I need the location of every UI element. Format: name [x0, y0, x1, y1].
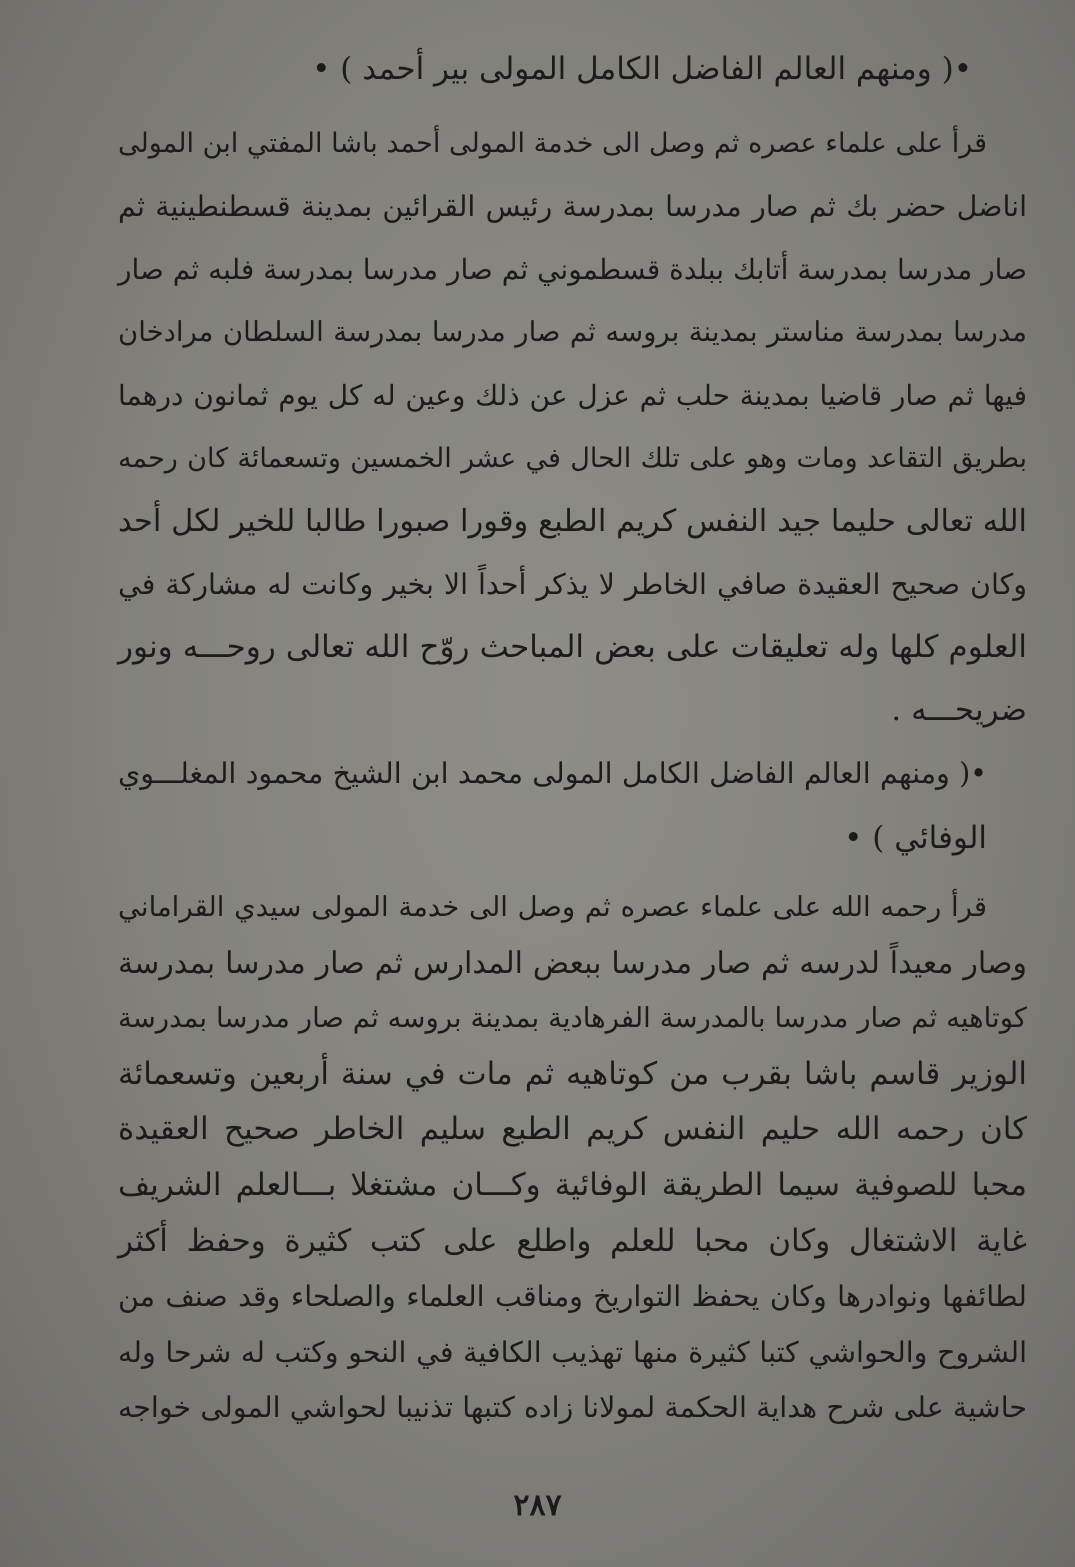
paragraph-line: بطريق التقاعد ومات وهو على تلك الحال في عشر الخمسين وتسعمائة كان رحمه — [118, 443, 1027, 474]
heading-line: •( ومنهم العالم الفاضل الكامل المولى بير أحمد ) • — [312, 51, 972, 87]
paragraph-line: الشروح والحواشي كتبا كثيرة منها تهذيب الكافية في النحو وكتب له شرحا وله — [118, 1335, 1027, 1369]
paragraph-line: العلوم كلها وله تعليقات على بعض المباحث روّح الله تعالى روحـــه ونور — [118, 629, 1027, 665]
page-number: ٢٨٧ — [513, 1488, 562, 1523]
paragraph-line: وكان صحيح العقيدة صافي الخاطر لا يذكر أحداً الا بخير وكانت له مشاركة في — [118, 568, 1028, 601]
paragraph-line: ضريحـــه . — [891, 692, 1027, 728]
paragraph-line: صار مدرسا بمدرسة أتابك ببلدة قسطموني ثم صار مدرسا بمدرسة فلبه ثم صار — [118, 253, 1027, 286]
heading-line: •( ومنهم العالم الفاضل الكامل المولى محمد ابن الشيخ محمود المغلـــوي — [118, 757, 987, 790]
entry-paragraph — [118, 880, 1027, 1436]
paragraph-line: مدرسا بمدرسة مناستر بمدينة بروسه ثم صار مدرسا بمدرسة السلطان مرادخان — [118, 316, 1027, 348]
paragraph-line: محبا للصوفية سيما الطريقة الوفائية وكـــان مشتغلا بـــالعلم الشريف — [118, 1166, 1027, 1203]
paragraph-line: فيها ثم صار قاضيا بمدينة حلب ثم عزل عن ذلك وعين له كل يوم ثمانون درهما — [118, 379, 1027, 412]
paragraph-line: حاشية على شرح هداية الحكمة لمولانا زاده كتبها تذنيبا لحواشي المولى خواجه — [118, 1391, 1027, 1425]
paragraph-line: لطائفها ونوادرها وكان يحفظ التواريخ ومناقب العلماء والصلحاء وقد صنف من — [118, 1280, 1027, 1314]
paragraph-line: وصار معيداً لدرسه ثم صار مدرسا ببعض المدارس ثم صار مدرسا بمدرسة — [118, 945, 1027, 981]
paragraph-line: قرأ رحمه الله على علماء عصره ثم وصل الى خدمة المولى سيدي القراماني — [118, 891, 987, 923]
paragraph-line: قرأ على علماء عصره ثم وصل الى خدمة المولى أحمد باشا المفتي ابن المولى — [118, 128, 987, 159]
paragraph-line: كوتاهيه ثم صار مدرسا بالمدرسة الفرهادية بمدينة بروسه ثم صار مدرسا بمدرسة — [118, 1002, 1027, 1035]
paragraph-line: كان رحمه الله حليم النفس كريم الطبع سليم الخاطر صحيح العقيدة — [118, 1111, 1027, 1148]
entry-paragraph — [118, 112, 1027, 742]
paragraph-line: الله تعالى حليما جيد النفس كريم الطبع وقورا صبورا طالبا للخير لكل أحد — [118, 504, 1027, 539]
paragraph-line: الوزير قاسم باشا بقرب من كوتاهيه ثم مات في سنة أربعين وتسعمائة — [118, 1055, 1027, 1092]
entry-heading — [118, 742, 1027, 870]
paragraph-line: غاية الاشتغال وكان محبا للعلم واطلع على كتب كثيرة وحفظ أكثر — [118, 1222, 1027, 1259]
heading-line: الوفائي ) • — [844, 820, 987, 856]
entry-heading — [118, 40, 1027, 98]
paragraph-line: اناضل حضر بك ثم صار مدرسا بمدرسة رئيس القرائين بمدينة قسطنطينية ثم — [118, 190, 1027, 223]
